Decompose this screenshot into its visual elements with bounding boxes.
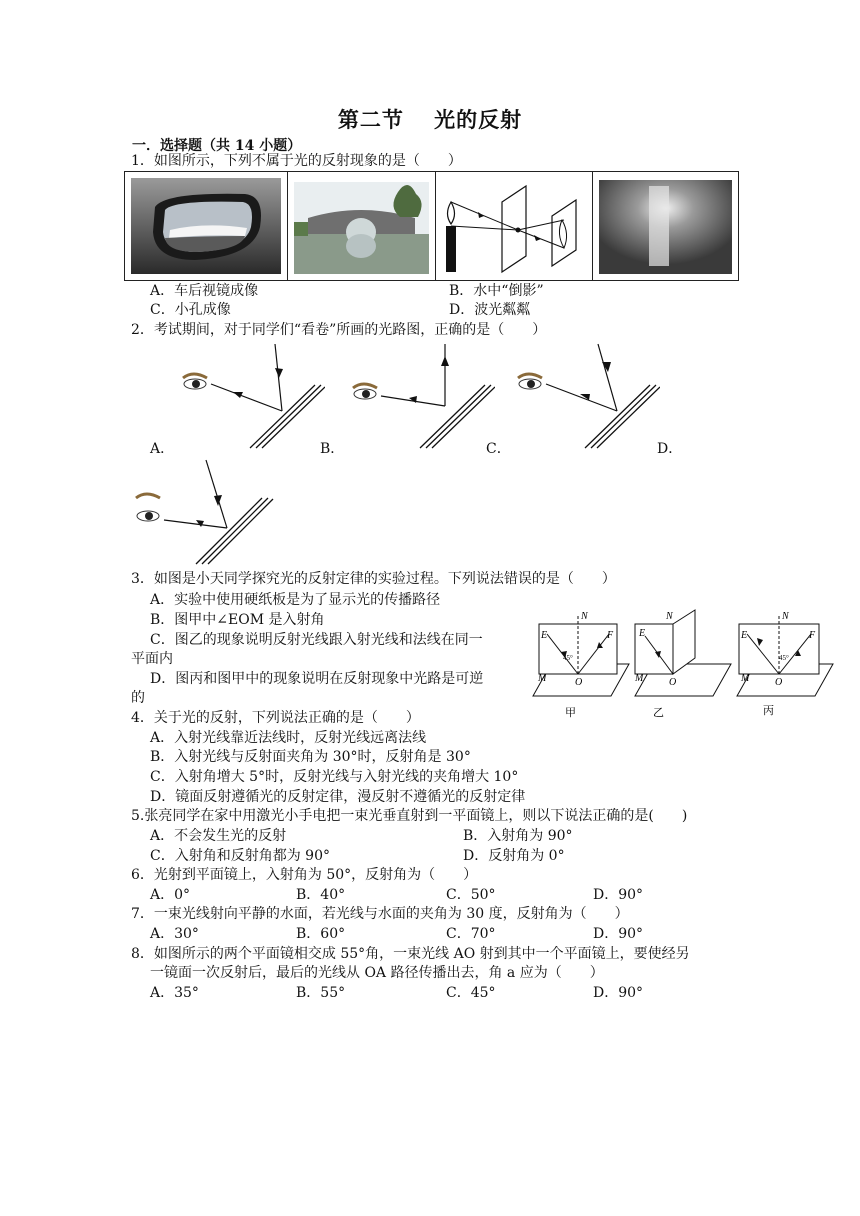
q7-option-a: A．30°	[150, 926, 199, 942]
fig-jia-e: E	[541, 630, 548, 641]
question-4-stem: 4．关于光的反射，下列说法正确的是（ ）	[131, 710, 420, 726]
fig-caption-jia: 甲	[565, 707, 576, 719]
q1-option-a: A．车后视镜成像	[150, 283, 259, 299]
q2-label-d: D．	[657, 441, 683, 457]
q2-diagram-a	[175, 340, 325, 450]
q2-label-c: C．	[486, 441, 511, 457]
pinhole-camera-diagram	[436, 172, 593, 280]
q8-option-c: C．45°	[446, 985, 496, 1001]
question-1-image-row	[124, 171, 739, 281]
q4-option-b: B．入射光线与反射面夹角为 30°时，反射角是 30°	[150, 749, 471, 765]
q6-option-b: B．40°	[296, 887, 346, 903]
question-2-stem: 2．考试期间，对于同学们“看卷”所画的光路图，正确的是（ ）	[131, 322, 547, 338]
question-5-stem: 5.张亮同学在家中用激光小手电把一束光垂直射到一平面镜上，则以下说法正确的是( )	[131, 808, 688, 824]
q6-option-d: D．90°	[593, 887, 644, 903]
question-8-stem-line1: 8．如图所示的两个平面镜相交成 55°角，一束光线 AO 射到其中一个平面镜上，要使经另	[131, 946, 690, 962]
fig-caption-yi: 乙	[653, 707, 664, 719]
section-heading: 一．选择题（共 14 小题）	[132, 138, 302, 154]
question-6-stem: 6．光射到平面镜上，入射角为 50°，反射角为（ ）	[131, 867, 478, 883]
q8-option-b: B．55°	[296, 985, 346, 1001]
fig-jia-f: F	[607, 630, 614, 641]
fig-jia-angle: 45°	[563, 654, 573, 662]
q6-option-c: C．50°	[446, 887, 496, 903]
q5-option-a: A．不会发生光的反射	[150, 828, 287, 844]
question-7-stem: 7．一束光线射向平静的水面，若光线与水面的夹角为 30 度，反射角为（ ）	[131, 906, 629, 922]
fig-bing-n: N	[782, 611, 789, 622]
q8-option-a: A．35°	[150, 985, 199, 1001]
q5-option-c: C．入射角和反射角都为 90°	[150, 848, 330, 864]
q3-option-d-line2: 的	[131, 690, 145, 706]
question-8-stem-line2: 一镜面一次反射后，最后的光线从 OA 路径传播出去，角 a 应为（ ）	[150, 965, 604, 981]
fig-yi-e: E	[639, 628, 646, 639]
fig-bing-f: F	[809, 630, 816, 641]
page-title: 第二节 光的反射	[337, 107, 523, 132]
fig-jia-m: M	[538, 673, 547, 684]
q3-experiment-figure	[525, 608, 845, 720]
q3-option-d-line1: D．图丙和图甲中的现象说明在反射现象中光路是可逆	[150, 671, 484, 687]
fig-bing-o: O	[775, 677, 783, 688]
question-1-stem: 1．如图所示，下列不属于光的反射现象的是（ ）	[131, 153, 462, 169]
q4-option-c: C．入射角增大 5°时，反射光线与入射光线的夹角增大 10°	[150, 769, 519, 785]
q5-option-b: B．入射角为 90°	[463, 828, 573, 844]
bridge-reflection-photo	[288, 172, 436, 280]
q8-option-d: D．90°	[593, 985, 644, 1001]
q2-label-b: B．	[320, 441, 345, 457]
fig-caption-bing: 丙	[763, 705, 774, 717]
q1-option-c: C．小孔成像	[150, 302, 231, 318]
rearview-mirror-photo	[125, 172, 288, 280]
question-3-stem: 3．如图是小天同学探究光的反射定律的实验过程。下列说法错误的是（ ）	[131, 571, 616, 587]
fig-jia-n: N	[581, 611, 588, 622]
q3-option-a: A．实验中使用硬纸板是为了显示光的传播路径	[150, 592, 441, 608]
q2-diagram-b	[345, 340, 495, 450]
fig-bing-angle: 45°	[779, 654, 789, 662]
fig-jia-o: O	[575, 677, 583, 688]
q3-option-c-line1: C．图乙的现象说明反射光线跟入射光线和法线在同一	[150, 632, 483, 648]
q1-option-d: D．波光粼粼	[449, 302, 531, 318]
q2-label-a: A．	[150, 441, 175, 457]
fig-yi-m: M	[635, 673, 644, 684]
q4-option-d: D．镜面反射遵循光的反射定律，漫反射不遵循光的反射定律	[150, 789, 526, 805]
fig-bing-m: M	[741, 673, 750, 684]
q5-option-d: D．反射角为 0°	[463, 848, 565, 864]
q3-option-b: B．图甲中∠EOM 是入射角	[150, 612, 325, 628]
sparkling-water-photo	[593, 172, 738, 280]
q1-option-b: B．水中“倒影”	[449, 283, 544, 299]
fig-yi-o: O	[669, 677, 677, 688]
q6-option-a: A．0°	[150, 887, 191, 903]
q4-option-a: A．入射光线靠近法线时，反射光线远离法线	[150, 730, 427, 746]
q7-option-b: B．60°	[296, 926, 346, 942]
q3-option-c-line2: 平面内	[131, 651, 173, 667]
fig-yi-n: N	[666, 611, 673, 622]
fig-bing-e: E	[741, 630, 748, 641]
q7-option-d: D．90°	[593, 926, 644, 942]
q2-diagram-c	[510, 340, 660, 450]
q7-option-c: C．70°	[446, 926, 496, 942]
q2-diagram-d	[128, 458, 278, 568]
